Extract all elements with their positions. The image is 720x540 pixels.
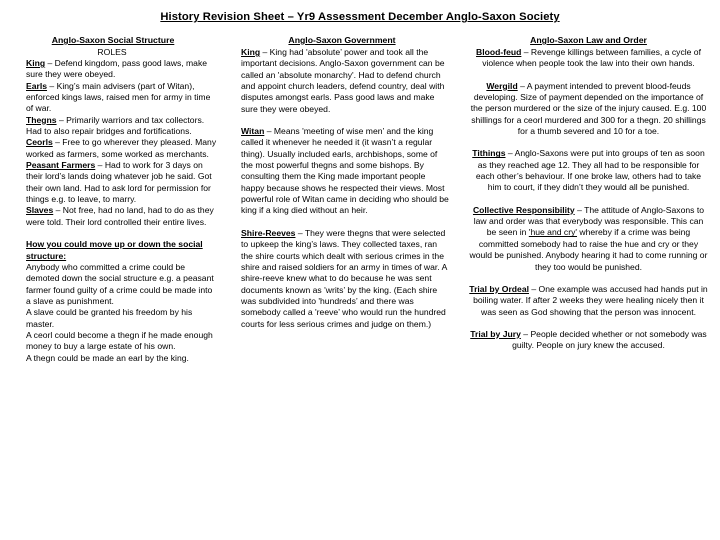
- column-law-and-order: [457, 35, 720, 352]
- spacer: [469, 137, 708, 148]
- column-heading-social-structure: Anglo-Saxon Social Structure: [51, 35, 175, 45]
- term-king-government-text: – King had 'absolute’ power and took all the important decisions. Anglo-Saxon government can be called an 'absolute monarchy'. Had to defend church and appoint church leaders, defend country, deal with disputes amongst earls. Pass good laws and make sure they were obeyed.: [241, 47, 445, 114]
- column-subheading-roles: ROLES: [97, 47, 127, 57]
- entry-collective-responsibility: [469, 205, 708, 273]
- term-trial-by-ordeal: Trial by Ordeal: [469, 283, 529, 294]
- mobility-paragraph-ceorl-to-thegn: A ceorl could become a thegn if he made enough money to buy a large estate of his own.: [26, 329, 213, 352]
- entry-peasant-farmers-role: [26, 160, 218, 205]
- page-title: History Revision Sheet – Yr9 Assessment December Anglo-Saxon Society: [160, 11, 560, 23]
- section-heading-social-mobility: How you could move up or down the social structure:: [26, 239, 203, 261]
- term-ceorls: Ceorls: [26, 137, 53, 148]
- column-heading-law-and-order: Anglo-Saxon Law and Order: [530, 35, 647, 45]
- entry-king-role: [26, 58, 218, 81]
- term-collective-responsibility-text: – The attitude of Anglo-Saxons to law and order was that everybody was responsible. This can be seen in: [473, 204, 705, 238]
- three-column-layout: [0, 35, 720, 364]
- term-king-text: – Defend kingdom, pass good laws, make sure they were obeyed.: [26, 58, 208, 80]
- mobility-paragraph-slave-freedom: A slave could be granted his freedom by his master.: [26, 307, 193, 329]
- term-earls: Earls: [26, 80, 48, 91]
- entry-earls-role: [26, 81, 218, 115]
- term-king: King: [26, 58, 46, 68]
- spacer: [469, 318, 708, 329]
- entry-slaves-role: [26, 205, 218, 228]
- term-peasant-farmers: Peasant Farmers: [26, 160, 96, 171]
- term-slaves-text: – Not free, had no land, had to do as they were told. Their lord controlled their entire lives.: [26, 205, 214, 227]
- term-trial-by-jury: Trial by Jury: [470, 328, 521, 339]
- entry-blood-feud: [469, 47, 708, 70]
- phrase-hue-and-cry: 'hue and cry': [528, 227, 578, 238]
- term-thegns: Thegns: [26, 114, 57, 125]
- term-wergild: Wergild: [486, 80, 518, 91]
- term-witan-text: – Means 'meeting of wise men’ and the king called it whenever he needed it (it wasn’t a regular thing). Usually included earls, archbishops, some of the most powerful thegns and some bishops. By consulting them the King made important people happy because shows he respected their views. Most powerful role of Witan came in deciding who should be king if a king died without an heir.: [241, 126, 449, 216]
- entry-trial-by-jury: [469, 329, 708, 352]
- term-trial-by-jury-text: – People decided whether or not somebody was guilty. People on jury knew the accused.: [512, 328, 707, 351]
- term-shire-reeves-text: – They were thegns that were selected to upkeep the king’s laws. They collected taxes, ran the shire courts which dealt with serious crimes in the shire and raised soldiers for an army in times of war. A shire-reeve knew what to do because he was sent documents known as 'writs’ by the king. (Each shire was subdivided into 'hundreds’ and there was somebody called a 'reeve’ who would run the hundred courts for less serious crimes and judge on them.): [241, 227, 447, 329]
- column-government: [222, 35, 457, 330]
- entry-shire-reeves: [241, 228, 451, 330]
- term-ceorls-text: – Free to go wherever they pleased. Many worked as farmers, some worked as merchants.: [26, 137, 217, 159]
- term-wergild-text: – A payment intended to prevent blood-feuds developing. Size of payment depended on the importance of the person murdered or the size of the injury caused. E.g. 100 shillings for a ceorl murdered and 300 for a thegn. 20 shillings for a thumb severed and 10 for a toe.: [470, 80, 707, 137]
- term-collective-responsibility: Collective Responsibility: [472, 204, 575, 215]
- entry-thegns-role: [26, 115, 218, 138]
- entry-witan: [241, 126, 451, 217]
- entry-wergild: [469, 81, 708, 138]
- term-witan: Witan: [241, 126, 265, 137]
- term-king-government: King: [241, 47, 261, 57]
- term-thegns-text: – Primarily warriors and tax collectors. Had to also repair bridges and fortifications.: [26, 114, 205, 137]
- column-heading-government: Anglo-Saxon Government: [288, 35, 396, 45]
- term-blood-feud: Blood-feud: [476, 47, 522, 57]
- term-trial-by-ordeal-text: – One example was accused had hands put in boiling water. If after 2 weeks they were healing nicely then it was seen as God showing that the person was innocent.: [473, 283, 708, 317]
- entry-king-government: [241, 47, 451, 115]
- mobility-paragraph-demotion: Anybody who committed a crime could be demoted down the social structure e.g. a peasant farmer found guilty of a crime could be made into a slave as punishment.: [26, 261, 214, 306]
- term-slaves: Slaves: [26, 205, 54, 216]
- spacer: [469, 273, 708, 284]
- term-earls-text: – King’s main advisers (part of Witan), enforced kings laws, raised men for army in time of war.: [26, 80, 211, 114]
- term-blood-feud-text: – Revenge killings between families, a cycle of violence when people took the law into their own hands.: [482, 47, 701, 69]
- term-tithings: Tithings: [472, 148, 506, 159]
- entry-ceorls-role: [26, 137, 218, 160]
- term-tithings-text: – Anglo-Saxons were put into groups of ten as soon as they reached age 12. They all had to be responsible for each other’s behaviour. If one broke law, others had to take him to court, if they didn’t they would all be punished.: [475, 148, 705, 193]
- entry-trial-by-ordeal: [469, 284, 708, 318]
- spacer: [241, 217, 451, 228]
- term-collective-responsibility-text-after: whereby if a crime was being committed somebody had to raise the hue and cry or they would be punished. Anybody hearing it had to come running or they too would be punished.: [469, 227, 708, 272]
- spacer: [469, 70, 708, 81]
- entry-tithings: [469, 148, 708, 193]
- term-shire-reeves: Shire-Reeves: [241, 227, 296, 238]
- spacer: [241, 115, 451, 126]
- spacer: [26, 228, 218, 239]
- mobility-paragraph-thegn-to-earl: A thegn could be made an earl by the king.: [26, 352, 189, 363]
- column-social-structure: [0, 35, 222, 364]
- spacer: [469, 194, 708, 205]
- term-peasant-farmers-text: – Had to work for 3 days on their lord’s lands doing whatever job he said. Got their own land. Had to ask lord for permission for things e.g. to leave, to marry.: [26, 160, 212, 205]
